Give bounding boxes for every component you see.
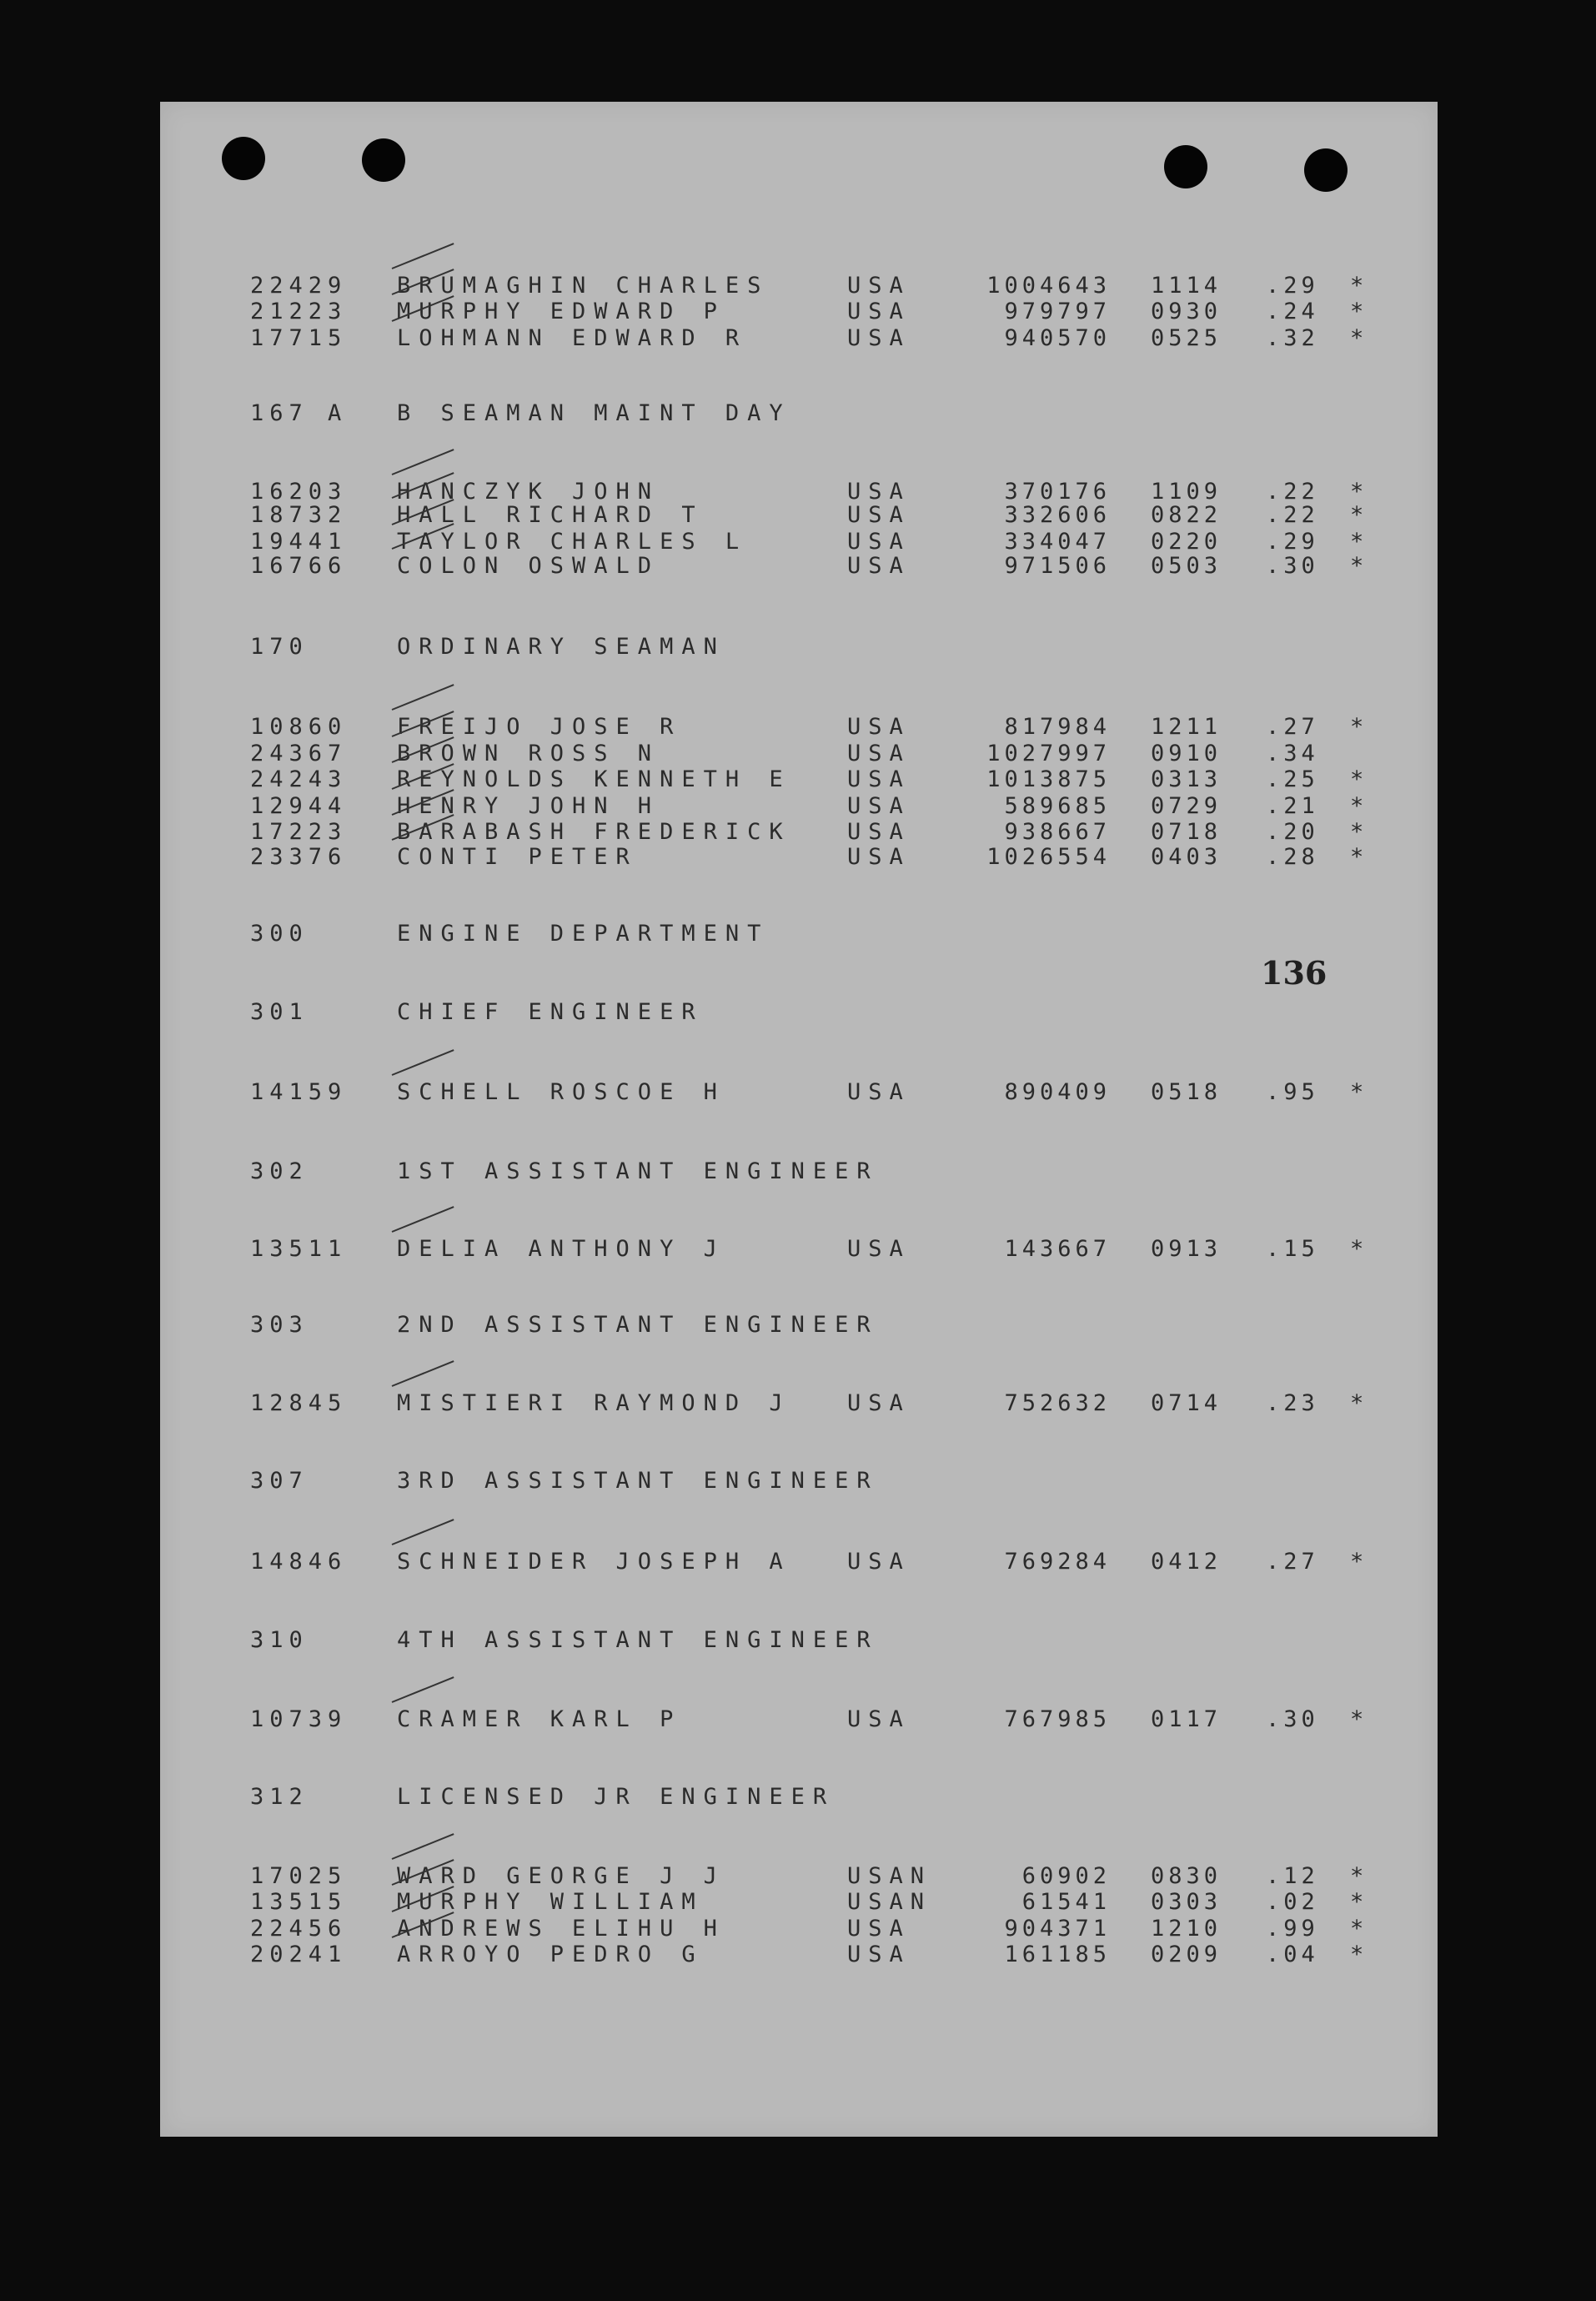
section-heading bbox=[160, 1158, 1438, 1185]
crew-name: CONTI PETER bbox=[397, 844, 638, 870]
crew-rate: .28 bbox=[1266, 844, 1319, 870]
crew-number: 938667 bbox=[1004, 819, 1111, 845]
punch-hole bbox=[1304, 148, 1348, 192]
crew-asterisk: * bbox=[1350, 1079, 1364, 1105]
section-title: 3RD ASSISTANT ENGINEER bbox=[397, 1468, 879, 1494]
crew-rate: .21 bbox=[1266, 793, 1319, 819]
crew-citizenship: USA bbox=[847, 529, 911, 555]
section-code: 302 bbox=[250, 1158, 309, 1184]
crew-citizenship: USA bbox=[847, 1706, 911, 1732]
crew-name: SCHNEIDER JOSEPH A bbox=[397, 1549, 791, 1575]
crew-code: 12845 bbox=[250, 1390, 348, 1416]
crew-number: 61541 bbox=[1021, 1889, 1111, 1915]
crew-code: 10860 bbox=[250, 714, 348, 740]
crew-rate: .20 bbox=[1266, 819, 1319, 845]
crew-name: BRUMAGHIN CHARLES bbox=[397, 273, 770, 299]
crew-name: HENRY JOHN H bbox=[397, 793, 660, 819]
crew-name: REYNOLDS KENNETH E bbox=[397, 766, 791, 792]
crew-rate: .30 bbox=[1266, 1706, 1319, 1732]
section-title: B SEAMAN MAINT DAY bbox=[397, 400, 791, 426]
crew-code: 14159 bbox=[250, 1079, 348, 1105]
crew-date: 0525 bbox=[1151, 325, 1222, 351]
crew-name: LOHMANN EDWARD R bbox=[397, 325, 748, 351]
crew-asterisk: * bbox=[1350, 325, 1364, 351]
section-title: LICENSED JR ENGINEER bbox=[397, 1784, 836, 1810]
crew-citizenship: USA bbox=[847, 273, 911, 299]
crew-row bbox=[160, 1706, 1438, 1733]
crew-code: 13515 bbox=[250, 1889, 348, 1915]
crew-row bbox=[160, 714, 1438, 741]
crew-asterisk: * bbox=[1350, 766, 1364, 792]
crew-name: FREIJO JOSE R bbox=[397, 714, 682, 740]
check-mark bbox=[392, 449, 454, 475]
crew-citizenship: USA bbox=[847, 299, 911, 324]
crew-number: 143667 bbox=[1004, 1236, 1111, 1262]
section-heading bbox=[160, 1312, 1438, 1339]
crew-asterisk: * bbox=[1350, 793, 1364, 819]
crew-row bbox=[160, 844, 1438, 871]
crew-row bbox=[160, 1390, 1438, 1417]
crew-row bbox=[160, 1236, 1438, 1263]
crew-rate: .25 bbox=[1266, 766, 1319, 792]
document-page bbox=[160, 102, 1438, 2137]
crew-asterisk: * bbox=[1350, 1889, 1364, 1915]
crew-row bbox=[160, 793, 1438, 820]
crew-name: ANDREWS ELIHU H bbox=[397, 1916, 725, 1942]
crew-rate: .29 bbox=[1266, 273, 1319, 299]
crew-asterisk: * bbox=[1350, 1236, 1364, 1262]
crew-number: 589685 bbox=[1004, 793, 1111, 819]
crew-number: 370176 bbox=[1004, 479, 1111, 505]
crew-date: 0830 bbox=[1151, 1863, 1222, 1889]
crew-number: 161185 bbox=[1004, 1942, 1111, 1967]
crew-asterisk: * bbox=[1350, 529, 1364, 555]
crew-number: 767985 bbox=[1004, 1706, 1111, 1732]
crew-code: 22429 bbox=[250, 273, 348, 299]
check-mark bbox=[392, 1519, 454, 1545]
crew-date: 1114 bbox=[1151, 273, 1222, 299]
crew-citizenship: USA bbox=[847, 819, 911, 845]
crew-rate: .99 bbox=[1266, 1916, 1319, 1942]
crew-name: HALL RICHARD T bbox=[397, 502, 704, 528]
crew-asterisk: * bbox=[1350, 553, 1364, 579]
crew-code: 17025 bbox=[250, 1863, 348, 1889]
crew-name: SCHELL ROSCOE H bbox=[397, 1079, 725, 1105]
section-heading bbox=[160, 400, 1438, 427]
crew-date: 1109 bbox=[1151, 479, 1222, 505]
crew-name: DELIA ANTHONY J bbox=[397, 1236, 725, 1262]
crew-row bbox=[160, 1889, 1438, 1916]
crew-number: 979797 bbox=[1004, 299, 1111, 324]
crew-date: 1211 bbox=[1151, 714, 1222, 740]
crew-citizenship: USA bbox=[847, 1549, 911, 1575]
crew-date: 0209 bbox=[1151, 1942, 1222, 1967]
section-heading bbox=[160, 1784, 1438, 1811]
crew-name: BROWN ROSS N bbox=[397, 741, 660, 766]
crew-number: 332606 bbox=[1004, 502, 1111, 528]
crew-code: 18732 bbox=[250, 502, 348, 528]
crew-row bbox=[160, 1863, 1438, 1890]
crew-date: 0117 bbox=[1151, 1706, 1222, 1732]
crew-rate: .15 bbox=[1266, 1236, 1319, 1262]
crew-code: 16766 bbox=[250, 553, 348, 579]
crew-number: 890409 bbox=[1004, 1079, 1111, 1105]
crew-name: HANCZYK JOHN bbox=[397, 479, 660, 505]
crew-row bbox=[160, 553, 1438, 580]
crew-code: 24243 bbox=[250, 766, 348, 792]
check-mark bbox=[392, 243, 454, 269]
crew-name: MISTIERI RAYMOND J bbox=[397, 1390, 791, 1416]
crew-row bbox=[160, 1079, 1438, 1106]
section-title: CHIEF ENGINEER bbox=[397, 999, 704, 1025]
section-code: 300 bbox=[250, 921, 309, 947]
crew-date: 0822 bbox=[1151, 502, 1222, 528]
crew-code: 12944 bbox=[250, 793, 348, 819]
crew-name: CRAMER KARL P bbox=[397, 1706, 682, 1732]
crew-rate: .22 bbox=[1266, 479, 1319, 505]
section-code: 303 bbox=[250, 1312, 309, 1338]
punch-hole bbox=[1164, 145, 1207, 188]
crew-row bbox=[160, 741, 1438, 767]
crew-name: WARD GEORGE J J bbox=[397, 1863, 725, 1889]
crew-rate: .95 bbox=[1266, 1079, 1319, 1105]
section-heading bbox=[160, 1468, 1438, 1495]
section-title: 4TH ASSISTANT ENGINEER bbox=[397, 1627, 879, 1653]
crew-row bbox=[160, 502, 1438, 529]
crew-asterisk: * bbox=[1350, 1549, 1364, 1575]
crew-number: 1027997 bbox=[986, 741, 1111, 766]
crew-number: 769284 bbox=[1004, 1549, 1111, 1575]
crew-row bbox=[160, 273, 1438, 299]
crew-number: 904371 bbox=[1004, 1916, 1111, 1942]
crew-rate: .34 bbox=[1266, 741, 1319, 766]
crew-asterisk: * bbox=[1350, 714, 1364, 740]
crew-date: 0220 bbox=[1151, 529, 1222, 555]
crew-citizenship: USA bbox=[847, 766, 911, 792]
crew-code: 19441 bbox=[250, 529, 348, 555]
crew-row bbox=[160, 1942, 1438, 1968]
section-title: 1ST ASSISTANT ENGINEER bbox=[397, 1158, 879, 1184]
crew-citizenship: USA bbox=[847, 479, 911, 505]
crew-number: 1004643 bbox=[986, 273, 1111, 299]
crew-number: 752632 bbox=[1004, 1390, 1111, 1416]
crew-row bbox=[160, 1549, 1438, 1575]
crew-code: 21223 bbox=[250, 299, 348, 324]
crew-code: 20241 bbox=[250, 1942, 348, 1967]
section-heading bbox=[160, 999, 1438, 1026]
crew-number: 971506 bbox=[1004, 553, 1111, 579]
crew-date: 0930 bbox=[1151, 299, 1222, 324]
crew-code: 23376 bbox=[250, 844, 348, 870]
crew-name: BARABASH FREDERICK bbox=[397, 819, 791, 845]
crew-number: 1026554 bbox=[986, 844, 1111, 870]
section-heading bbox=[160, 634, 1438, 661]
crew-rate: .27 bbox=[1266, 714, 1319, 740]
crew-date: 0910 bbox=[1151, 741, 1222, 766]
crew-rate: .22 bbox=[1266, 502, 1319, 528]
section-title: ORDINARY SEAMAN bbox=[397, 634, 725, 660]
crew-rate: .23 bbox=[1266, 1390, 1319, 1416]
section-heading bbox=[160, 921, 1438, 947]
crew-date: 0518 bbox=[1151, 1079, 1222, 1105]
crew-date: 0503 bbox=[1151, 553, 1222, 579]
crew-date: 0718 bbox=[1151, 819, 1222, 845]
crew-name: ARROYO PEDRO G bbox=[397, 1942, 704, 1967]
crew-asterisk: * bbox=[1350, 1863, 1364, 1889]
crew-asterisk: * bbox=[1350, 479, 1364, 505]
section-code: 170 bbox=[250, 634, 309, 660]
crew-number: 60902 bbox=[1021, 1863, 1111, 1889]
crew-citizenship: USA bbox=[847, 325, 911, 351]
crew-name: MURPHY EDWARD P bbox=[397, 299, 725, 324]
section-heading bbox=[160, 1627, 1438, 1654]
crew-row bbox=[160, 766, 1438, 793]
crew-asterisk: * bbox=[1350, 844, 1364, 870]
crew-code: 14846 bbox=[250, 1549, 348, 1575]
crew-asterisk: * bbox=[1350, 502, 1364, 528]
check-mark bbox=[392, 1360, 454, 1387]
crew-number: 940570 bbox=[1004, 325, 1111, 351]
crew-rate: .24 bbox=[1266, 299, 1319, 324]
crew-asterisk: * bbox=[1350, 1706, 1364, 1732]
section-code: 310 bbox=[250, 1627, 309, 1653]
section-title: 2ND ASSISTANT ENGINEER bbox=[397, 1312, 879, 1338]
crew-citizenship: USA bbox=[847, 844, 911, 870]
section-title: ENGINE DEPARTMENT bbox=[397, 921, 770, 947]
crew-citizenship: USA bbox=[847, 741, 911, 766]
section-code: 167 A bbox=[250, 400, 348, 426]
crew-code: 24367 bbox=[250, 741, 348, 766]
crew-code: 13511 bbox=[250, 1236, 348, 1262]
crew-citizenship: USA bbox=[847, 714, 911, 740]
punch-hole bbox=[222, 137, 265, 180]
crew-rate: .02 bbox=[1266, 1889, 1319, 1915]
crew-row bbox=[160, 529, 1438, 555]
crew-number: 1013875 bbox=[986, 766, 1111, 792]
crew-rate: .29 bbox=[1266, 529, 1319, 555]
check-mark bbox=[392, 1049, 454, 1076]
crew-asterisk: * bbox=[1350, 1942, 1364, 1967]
crew-citizenship: USA bbox=[847, 793, 911, 819]
crew-citizenship: USA bbox=[847, 553, 911, 579]
check-mark bbox=[392, 684, 454, 711]
crew-asterisk: * bbox=[1350, 819, 1364, 845]
crew-code: 17715 bbox=[250, 325, 348, 351]
crew-code: 17223 bbox=[250, 819, 348, 845]
crew-name: MURPHY WILLIAM bbox=[397, 1889, 704, 1915]
crew-asterisk: * bbox=[1350, 1390, 1364, 1416]
page-number: 136 bbox=[1261, 954, 1327, 992]
crew-date: 1210 bbox=[1151, 1916, 1222, 1942]
crew-asterisk: * bbox=[1350, 1916, 1364, 1942]
crew-date: 0303 bbox=[1151, 1889, 1222, 1915]
check-mark bbox=[392, 1676, 454, 1703]
crew-citizenship: USAN bbox=[847, 1889, 932, 1915]
crew-code: 22456 bbox=[250, 1916, 348, 1942]
crew-row bbox=[160, 1916, 1438, 1942]
check-mark bbox=[392, 1206, 454, 1233]
crew-citizenship: USAN bbox=[847, 1863, 932, 1889]
crew-date: 0714 bbox=[1151, 1390, 1222, 1416]
crew-code: 16203 bbox=[250, 479, 348, 505]
crew-code: 10739 bbox=[250, 1706, 348, 1732]
crew-date: 0403 bbox=[1151, 844, 1222, 870]
crew-rate: .30 bbox=[1266, 553, 1319, 579]
crew-citizenship: USA bbox=[847, 1942, 911, 1967]
crew-row bbox=[160, 325, 1438, 352]
crew-rate: .32 bbox=[1266, 325, 1319, 351]
crew-citizenship: USA bbox=[847, 1079, 911, 1105]
crew-citizenship: USA bbox=[847, 1916, 911, 1942]
section-code: 312 bbox=[250, 1784, 309, 1810]
crew-asterisk: * bbox=[1350, 299, 1364, 324]
crew-date: 0729 bbox=[1151, 793, 1222, 819]
crew-rate: .27 bbox=[1266, 1549, 1319, 1575]
crew-row bbox=[160, 299, 1438, 325]
crew-name: COLON OSWALD bbox=[397, 553, 660, 579]
section-code: 301 bbox=[250, 999, 309, 1025]
crew-date: 0913 bbox=[1151, 1236, 1222, 1262]
crew-citizenship: USA bbox=[847, 1390, 911, 1416]
crew-date: 0313 bbox=[1151, 766, 1222, 792]
punch-hole bbox=[362, 138, 405, 182]
crew-name: TAYLOR CHARLES L bbox=[397, 529, 748, 555]
crew-date: 0412 bbox=[1151, 1549, 1222, 1575]
section-code: 307 bbox=[250, 1468, 309, 1494]
check-mark bbox=[392, 1833, 454, 1860]
crew-citizenship: USA bbox=[847, 502, 911, 528]
crew-asterisk: * bbox=[1350, 273, 1364, 299]
crew-row bbox=[160, 819, 1438, 846]
crew-rate: .12 bbox=[1266, 1863, 1319, 1889]
crew-citizenship: USA bbox=[847, 1236, 911, 1262]
crew-rate: .04 bbox=[1266, 1942, 1319, 1967]
crew-number: 817984 bbox=[1004, 714, 1111, 740]
crew-number: 334047 bbox=[1004, 529, 1111, 555]
